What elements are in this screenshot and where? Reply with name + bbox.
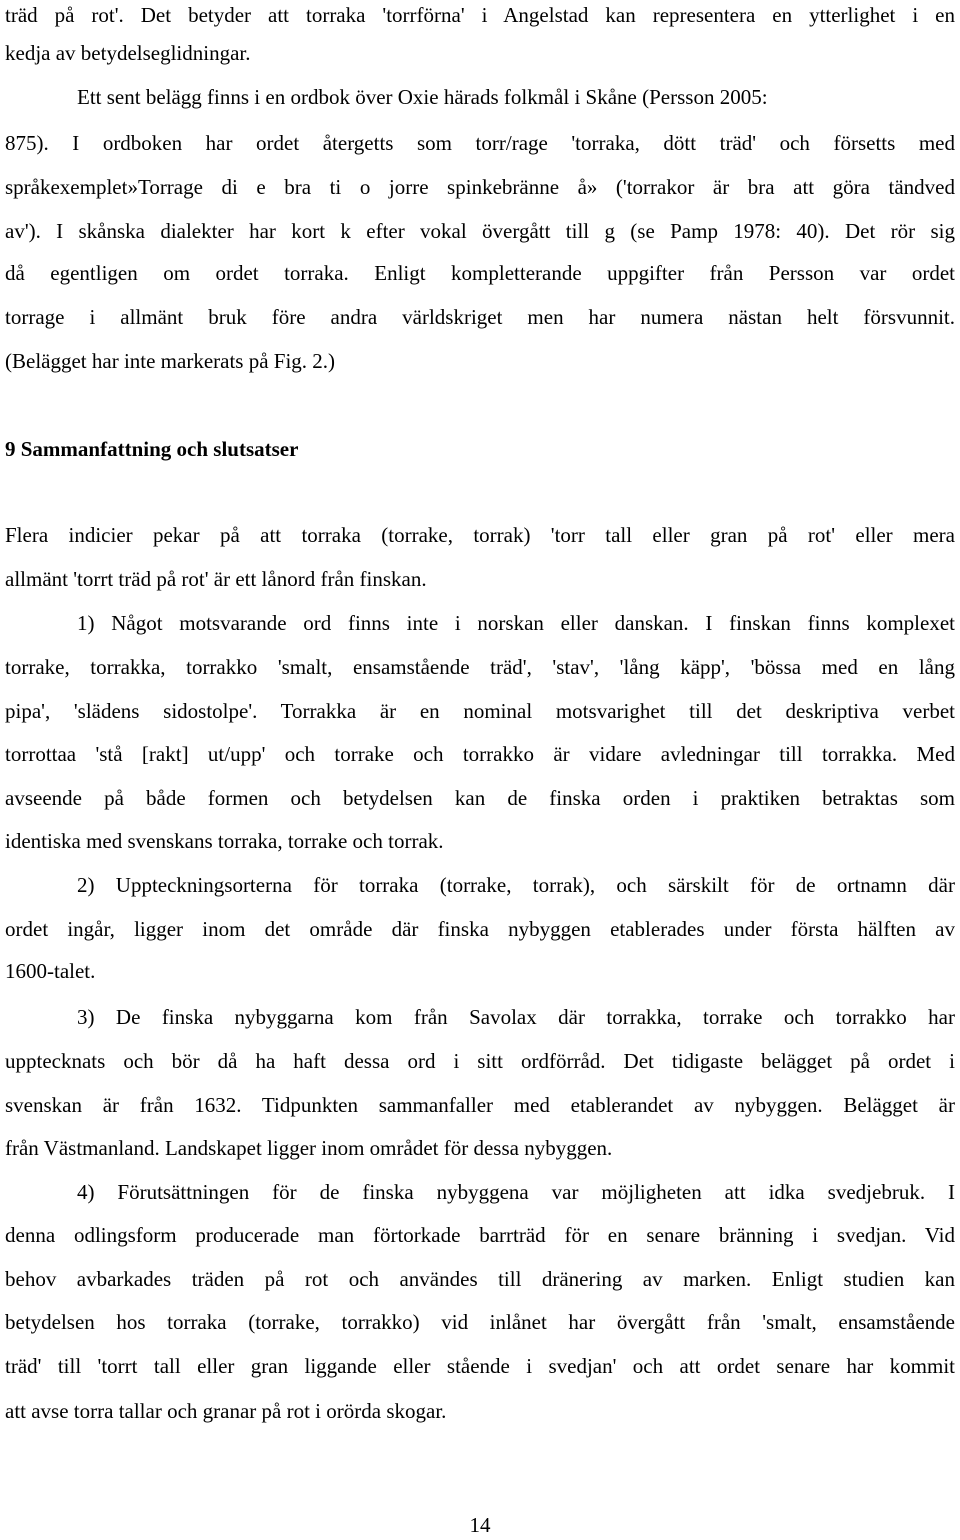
- text-line: torrage i allmänt bruk före andra världskriget men har numera nästan helt försvunnit.: [5, 305, 955, 329]
- text-line: (Belägget har inte markerats på Fig. 2.): [5, 349, 336, 373]
- text-line: språkexemplet»Torrage di e bra ti o jorre spinkebränne å» ('torrakor är bra att göra tändved: [5, 175, 955, 199]
- text-line: allmänt 'torrt träd på rot' är ett lånord från finskan.: [5, 567, 427, 591]
- page-number: 14: [469, 1513, 491, 1537]
- text-line: då egentligen om ordet torraka. Enligt kompletterande uppgifter från Persson var ordet: [5, 261, 955, 285]
- text-line: Flera indicier pekar på att torraka (torrake, torrak) 'torr tall eller gran på rot' eller mera: [5, 523, 955, 547]
- section-heading: 9 Sammanfattning och slutsatser: [5, 437, 299, 461]
- text-line: av'). I skånska dialekter har kort k efter vokal övergått till g (se Pamp 1978: 40). Det rör sig: [5, 219, 955, 243]
- text-line: träd' till 'torrt tall eller gran liggande eller stående i svedjan' och att ordet senare har kommit: [5, 1354, 955, 1378]
- text-line: denna odlingsform producerade man förtorkade barrträd för en senare bränning i svedjan. Vid: [5, 1223, 955, 1247]
- text-line: 3) De finska nybyggarna kom från Savolax där torrakka, torrake och torrakko har: [77, 1005, 955, 1029]
- text-line: från Västmanland. Landskapet ligger inom området för dessa nybyggen.: [5, 1136, 613, 1160]
- text-line: Ett sent belägg finns i en ordbok över Oxie härads folkmål i Skåne (Persson 2005:: [77, 85, 768, 109]
- text-line: identiska med svenskans torraka, torrake och torrak.: [5, 829, 444, 853]
- text-line: torrottaa 'stå [rakt] ut/upp' och torrake och torrakko är vidare avledningar till torrakka. Med: [5, 742, 955, 766]
- text-line: att avse torra tallar och granar på rot i orörda skogar.: [5, 1399, 447, 1423]
- text-line: svenskan är från 1632. Tidpunkten sammanfaller med etablerandet av nybyggen. Belägget är: [5, 1093, 955, 1117]
- text-line: 1) Något motsvarande ord finns inte i norskan eller danskan. I finskan finns komplexet: [77, 611, 955, 635]
- text-line: avseende på både formen och betydelsen kan de finska orden i praktiken betraktas som: [5, 786, 955, 810]
- text-line: pipa', 'slädens sidostolpe'. Torrakka är en nominal motsvarighet till det deskriptiva verbet: [5, 699, 955, 723]
- text-line: 2) Uppteckningsorterna för torraka (torrake, torrak), och särskilt för de ortnamn där: [77, 873, 955, 897]
- text-line: ordet ingår, ligger inom det område där finska nybyggen etablerades under första hälften av: [5, 917, 955, 941]
- text-line: kedja av betydelseglidningar.: [5, 41, 251, 65]
- text-line: 875). I ordboken har ordet återgetts som torr/rage 'torraka, dött träd' och försetts med: [5, 131, 955, 155]
- text-line: 1600-talet.: [5, 959, 96, 983]
- text-line: 4) Förutsättningen för de finska nybyggena var möjligheten att idka svedjebruk. I: [77, 1180, 955, 1204]
- text-line: träd på rot'. Det betyder att torraka 'torrförna' i Angelstad kan representera en ytterlighet i en: [5, 3, 955, 27]
- text-line: torrake, torrakka, torrakko 'smalt, ensamstående träd', 'stav', 'lång käpp', 'bössa med en lång: [5, 655, 955, 679]
- text-line: betydelsen hos torraka (torrake, torrakko) vid inlånet har övergått från 'smalt, ensamstående: [5, 1310, 955, 1334]
- text-line: behov avbarkades träden på rot och användes till dränering av marken. Enligt studien kan: [5, 1267, 955, 1291]
- text-line: upptecknats och bör då ha haft dessa ord i sitt ordförråd. Det tidigaste belägget på ordet i: [5, 1049, 955, 1073]
